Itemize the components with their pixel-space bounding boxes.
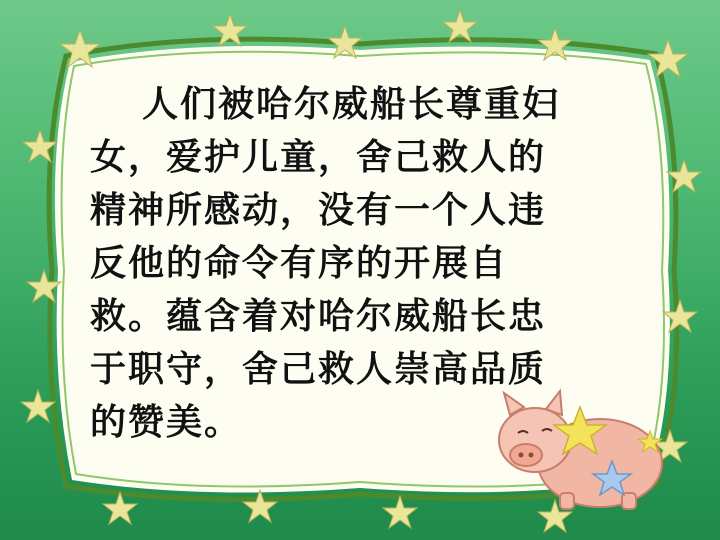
star-icon [243, 490, 277, 522]
pig-nostril [519, 453, 524, 458]
paragraph-line-3: 精神所感动，没有一个人违 [90, 190, 547, 231]
star-icon [21, 390, 55, 422]
paragraph-line-5: 救。蕴含着对哈尔威船长忠 [90, 296, 547, 337]
paragraph-line-7: 的赞美。 [90, 402, 243, 443]
paragraph-line-1: 人们被哈尔威船长尊重妇 [142, 84, 561, 125]
star-icon [443, 10, 477, 42]
star-icon [648, 40, 688, 77]
paragraph-line-4: 反他的命令有序的开展自 [90, 243, 509, 284]
star-icon [27, 270, 61, 302]
pig-leg [560, 493, 574, 509]
star-icon [383, 496, 417, 528]
pig-nostril [529, 453, 534, 458]
paragraph-line-2: 女，爱护儿童，舍己救人的 [90, 137, 547, 178]
paragraph-line-6: 于职守，舍己救人崇高品质 [90, 349, 547, 390]
pig-snout [510, 444, 542, 466]
pig-illustration [490, 385, 670, 515]
